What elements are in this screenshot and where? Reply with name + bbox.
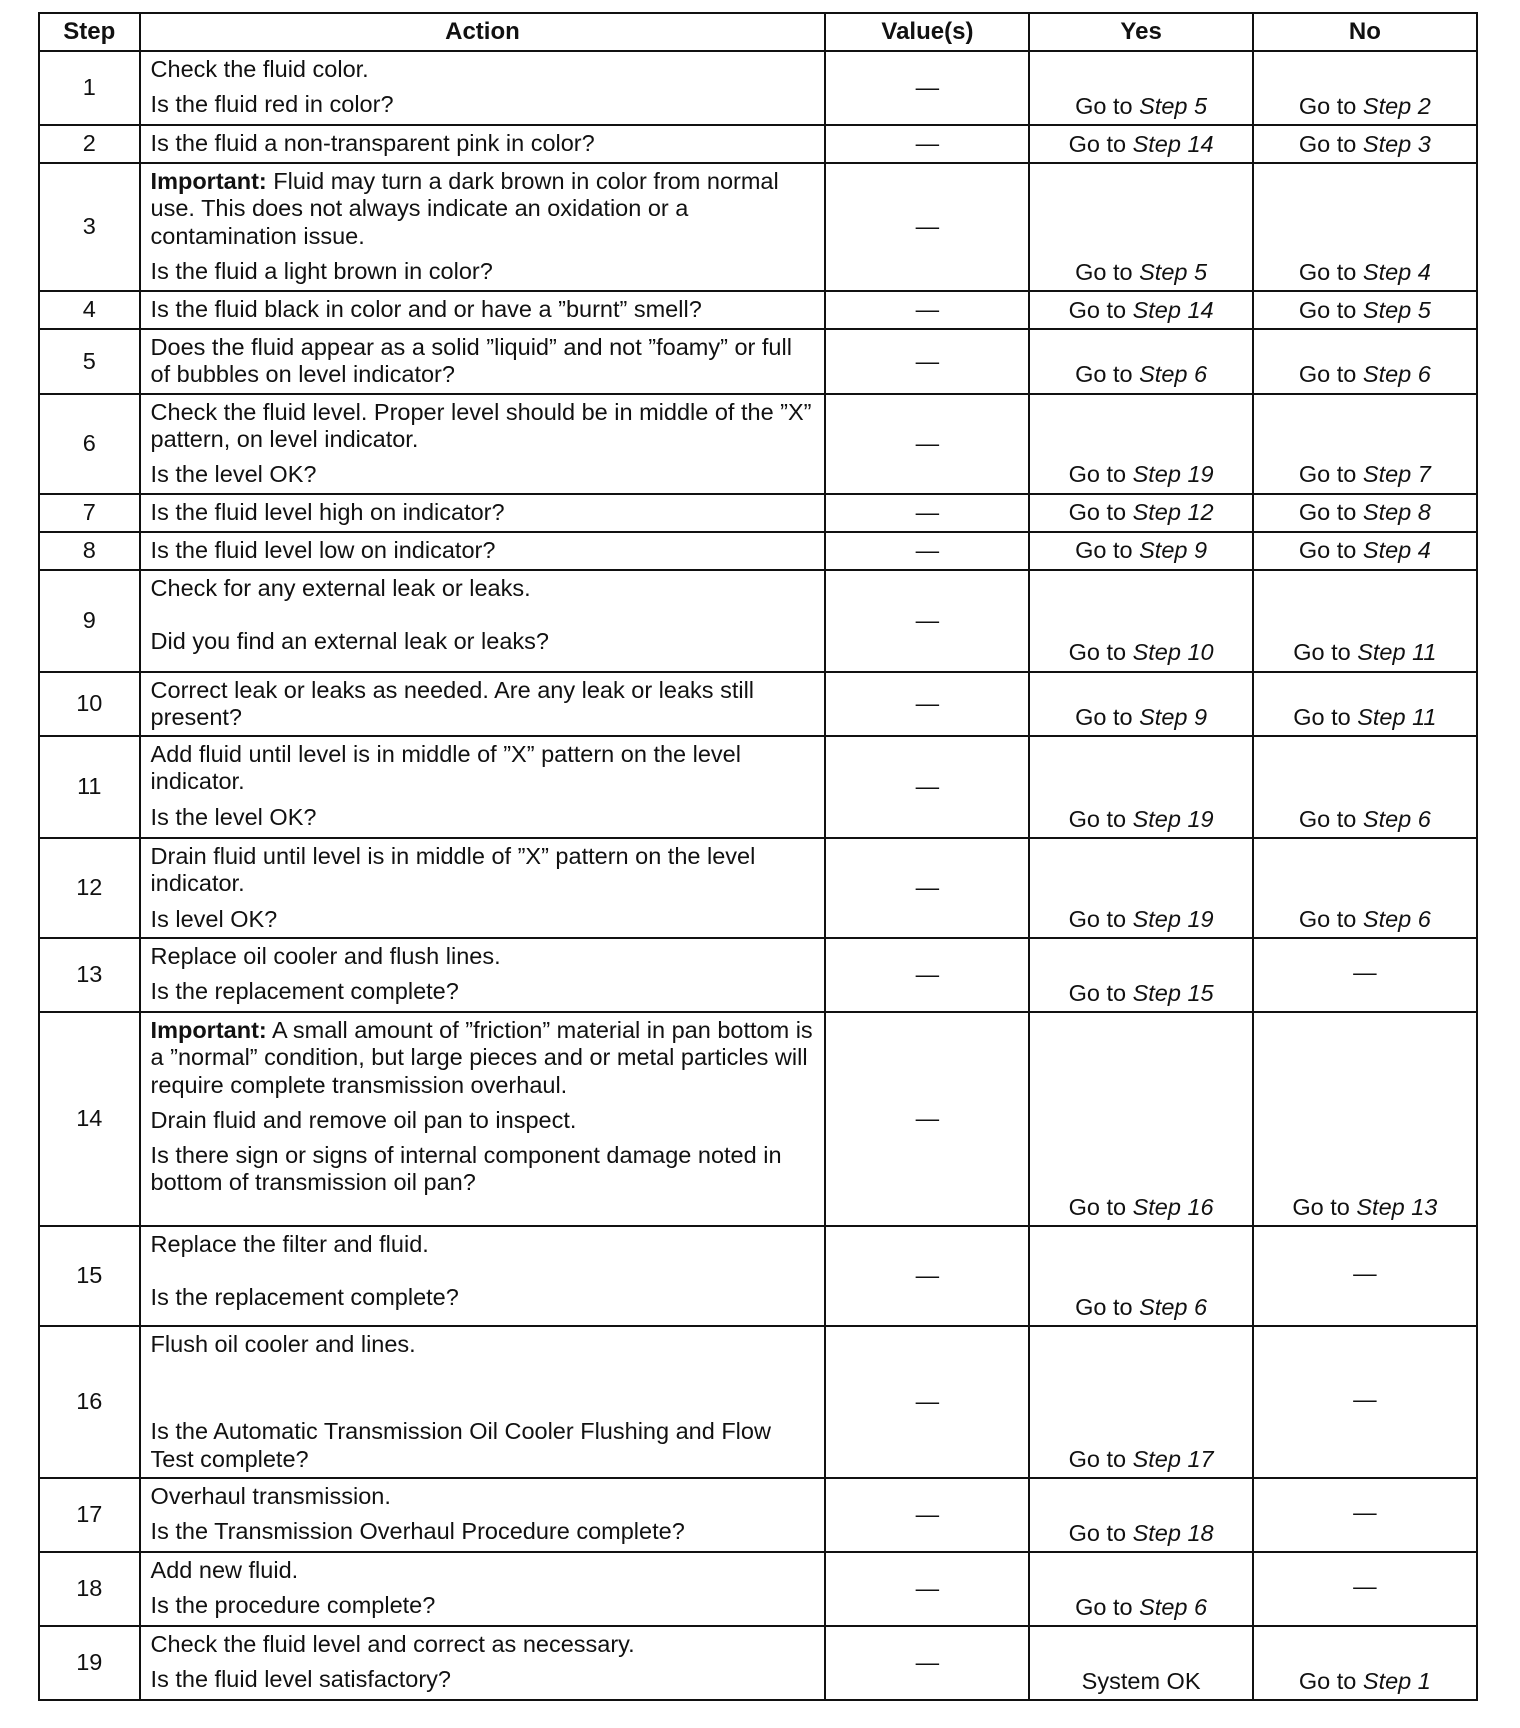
no-cell xyxy=(1253,51,1477,125)
important-note: Important: Fluid may turn a dark brown in color from normal use. This does not always indicate an oxidation or a contamination issue. xyxy=(150,168,779,249)
yes-cell xyxy=(1029,532,1252,570)
header-no: No xyxy=(1253,13,1477,51)
action-cell xyxy=(140,1012,826,1226)
goto-text: Go to xyxy=(1075,361,1133,388)
action-cell xyxy=(140,125,826,163)
step-number: 12 xyxy=(39,838,140,938)
action-text: Is the fluid level high on indicator? xyxy=(150,498,505,525)
goto-text: Go to xyxy=(1298,361,1357,388)
action-question: Is the Automatic Transmission Oil Cooler Flushing and Flow Test complete? xyxy=(150,1418,771,1472)
yes-cell xyxy=(1029,125,1252,163)
step-ref: Step 13 xyxy=(1356,1193,1438,1220)
table-row xyxy=(39,1012,1477,1226)
goto-text: Go to xyxy=(1075,537,1133,564)
table-row xyxy=(39,1226,1477,1326)
no-cell xyxy=(1253,570,1477,672)
action-cell xyxy=(140,394,826,494)
action-question: Is the level OK? xyxy=(150,461,317,487)
goto-text: Go to xyxy=(1075,703,1133,730)
table-row xyxy=(39,938,1477,1012)
step-ref: Step 5 xyxy=(1139,92,1208,119)
step-ref: Step 6 xyxy=(1139,361,1208,388)
important-label: Important: xyxy=(150,168,267,194)
no-cell: — xyxy=(1253,1326,1477,1478)
action-question: Is the Transmission Overhaul Procedure complete? xyxy=(150,1518,685,1545)
no-cell xyxy=(1253,329,1477,394)
table-row xyxy=(39,570,1477,672)
action-text: Overhaul transmission. xyxy=(150,1483,391,1509)
action-question: Is the replacement complete? xyxy=(150,1284,459,1311)
table-row xyxy=(39,51,1477,125)
step-ref: Step 12 xyxy=(1132,499,1214,526)
action-cell xyxy=(140,163,826,291)
yes-cell xyxy=(1029,163,1252,291)
step-ref: Step 3 xyxy=(1362,130,1431,157)
table-row xyxy=(39,838,1477,938)
action-cell xyxy=(140,51,826,125)
value-cell: — xyxy=(825,570,1029,672)
action-question: Is the replacement complete? xyxy=(150,978,459,1005)
goto-text: Go to xyxy=(1068,805,1127,832)
goto-text: Go to xyxy=(1298,1667,1357,1694)
yes-cell xyxy=(1029,736,1252,838)
goto-text: Go to xyxy=(1298,92,1357,119)
goto-text: Go to xyxy=(1075,1293,1133,1320)
step-number: 9 xyxy=(39,570,140,672)
important-note: Important: A small amount of ”friction” material in pan bottom is a ”normal” condition, but large pieces and or metal particles will require complete transmission overhaul. xyxy=(150,1017,813,1098)
important-label: Important: xyxy=(150,1017,267,1043)
action-cell xyxy=(140,291,826,329)
action-cell xyxy=(140,329,826,394)
header-yes: Yes xyxy=(1029,13,1252,51)
goto-text: Go to xyxy=(1298,805,1357,832)
action-text: Add fluid until level is in middle of ”X” pattern on the level indicator. xyxy=(150,741,741,795)
no-cell: — xyxy=(1253,1552,1477,1626)
action-text: Is the fluid black in color and or have a ”burnt” smell? xyxy=(150,296,702,322)
step-ref: Step 5 xyxy=(1139,258,1208,285)
value-cell: — xyxy=(825,1226,1029,1326)
step-number: 5 xyxy=(39,329,140,394)
goto-text: Go to xyxy=(1068,499,1127,526)
no-cell xyxy=(1253,672,1477,737)
step-number: 17 xyxy=(39,1478,140,1552)
step-number: 8 xyxy=(39,532,140,570)
goto-text: Go to xyxy=(1068,461,1127,488)
action-cell xyxy=(140,736,826,838)
table-row xyxy=(39,532,1477,570)
goto-text: Go to xyxy=(1075,92,1133,119)
action-text: Is the fluid level low on indicator? xyxy=(150,536,496,563)
table-row xyxy=(39,125,1477,163)
step-ref: Step 4 xyxy=(1362,258,1431,285)
step-ref: Step 6 xyxy=(1139,1293,1208,1320)
goto-text: Go to xyxy=(1068,1445,1127,1472)
no-cell xyxy=(1253,394,1477,494)
value-cell: — xyxy=(825,1478,1029,1552)
goto-text: Go to xyxy=(1298,537,1357,564)
step-number: 6 xyxy=(39,394,140,494)
yes-cell xyxy=(1029,1326,1252,1478)
action-cell xyxy=(140,532,826,570)
table-row xyxy=(39,672,1477,737)
goto-text: Go to xyxy=(1298,499,1357,526)
table-row xyxy=(39,394,1477,494)
step-ref: Step 6 xyxy=(1139,1593,1208,1620)
step-number: 16 xyxy=(39,1326,140,1478)
value-cell: — xyxy=(825,672,1029,737)
value-cell: — xyxy=(825,125,1029,163)
goto-text: Go to xyxy=(1298,296,1357,323)
table-row xyxy=(39,329,1477,394)
step-ref: Step 4 xyxy=(1362,537,1431,564)
step-ref: Step 19 xyxy=(1132,461,1214,488)
yes-cell xyxy=(1029,394,1252,494)
yes-cell xyxy=(1029,329,1252,394)
action-question: Is the fluid red in color? xyxy=(150,91,394,118)
value-cell: — xyxy=(825,532,1029,570)
yes-cell xyxy=(1029,1226,1252,1326)
no-cell xyxy=(1253,494,1477,532)
no-cell: — xyxy=(1253,1226,1477,1326)
value-cell: — xyxy=(825,1326,1029,1478)
yes-cell xyxy=(1029,938,1252,1012)
goto-text: Go to xyxy=(1068,1193,1127,1220)
action-text: Add new fluid. xyxy=(150,1557,299,1583)
no-cell xyxy=(1253,838,1477,938)
step-number: 2 xyxy=(39,125,140,163)
step-ref: Step 17 xyxy=(1132,1445,1214,1472)
action-question: Did you find an external leak or leaks? xyxy=(150,627,549,654)
step-ref: Step 11 xyxy=(1357,639,1437,666)
table-row xyxy=(39,494,1477,532)
step-ref: Step 18 xyxy=(1132,1519,1214,1546)
value-cell: — xyxy=(825,163,1029,291)
step-ref: Step 9 xyxy=(1139,703,1208,730)
goto-text: Go to xyxy=(1068,296,1127,323)
action-question: Is there sign or signs of internal component damage noted in bottom of transmission oil pan? xyxy=(150,1142,782,1196)
action-cell xyxy=(140,938,826,1012)
step-number: 18 xyxy=(39,1552,140,1626)
step-ref: Step 6 xyxy=(1362,905,1431,932)
no-cell: — xyxy=(1253,1478,1477,1552)
table-row xyxy=(39,1626,1477,1700)
table-row xyxy=(39,1552,1477,1626)
step-number: 4 xyxy=(39,291,140,329)
step-ref: Step 10 xyxy=(1132,639,1214,666)
step-ref: Step 9 xyxy=(1139,537,1208,564)
action-cell xyxy=(140,1326,826,1478)
step-number: 1 xyxy=(39,51,140,125)
action-text: Drain fluid and remove oil pan to inspect. xyxy=(150,1106,577,1133)
value-cell: — xyxy=(825,938,1029,1012)
no-cell xyxy=(1253,736,1477,838)
action-text: Correct leak or leaks as needed. Are any leak or leaks still present? xyxy=(150,676,755,730)
value-cell: — xyxy=(825,51,1029,125)
header-values: Value(s) xyxy=(825,13,1029,51)
no-cell xyxy=(1253,1012,1477,1226)
action-question: Is the fluid level satisfactory? xyxy=(150,1666,451,1693)
yes-cell xyxy=(1029,291,1252,329)
action-question: Is the procedure complete? xyxy=(150,1592,436,1619)
yes-cell xyxy=(1029,494,1252,532)
yes-cell xyxy=(1029,570,1252,672)
step-ref: Step 19 xyxy=(1132,905,1214,932)
value-cell: — xyxy=(825,291,1029,329)
step-ref: Step 1 xyxy=(1362,1667,1431,1694)
value-cell: — xyxy=(825,329,1029,394)
step-number: 14 xyxy=(39,1012,140,1226)
table-row xyxy=(39,736,1477,838)
table-row xyxy=(39,1326,1477,1478)
action-cell xyxy=(140,494,826,532)
action-text: Replace the filter and fluid. xyxy=(150,1231,429,1257)
table-row xyxy=(39,163,1477,291)
action-cell xyxy=(140,570,826,672)
action-text: Check the fluid level and correct as necessary. xyxy=(150,1631,635,1657)
table-row xyxy=(39,1478,1477,1552)
no-cell xyxy=(1253,1626,1477,1700)
value-cell: — xyxy=(825,736,1029,838)
action-text: Replace oil cooler and flush lines. xyxy=(150,943,501,969)
goto-text: Go to xyxy=(1068,979,1127,1006)
yes-cell xyxy=(1029,1012,1252,1226)
action-cell xyxy=(140,1478,826,1552)
step-ref: Step 16 xyxy=(1132,1193,1214,1220)
step-ref: Step 6 xyxy=(1362,805,1431,832)
goto-text: Go to xyxy=(1068,130,1127,157)
goto-text: Go to xyxy=(1298,905,1357,932)
value-cell: — xyxy=(825,494,1029,532)
goto-text: Go to xyxy=(1068,1519,1127,1546)
goto-text: Go to xyxy=(1075,258,1133,285)
yes-cell: System OK xyxy=(1029,1626,1252,1700)
action-text: Check for any external leak or leaks. xyxy=(150,574,531,601)
value-cell: — xyxy=(825,1552,1029,1626)
action-text: Does the fluid appear as a solid ”liquid” and not ”foamy” or full of bubbles on level indicator? xyxy=(150,334,792,388)
goto-text: Go to xyxy=(1292,1193,1350,1220)
header-row xyxy=(39,13,1477,51)
step-ref: Step 5 xyxy=(1362,296,1431,323)
step-ref: Step 6 xyxy=(1362,361,1431,388)
no-cell xyxy=(1253,125,1477,163)
step-ref: Step 7 xyxy=(1362,461,1431,488)
yes-cell xyxy=(1029,672,1252,737)
step-ref: Step 14 xyxy=(1132,296,1214,323)
action-cell xyxy=(140,1552,826,1626)
step-number: 15 xyxy=(39,1226,140,1326)
value-cell: — xyxy=(825,394,1029,494)
value-cell: — xyxy=(825,1012,1029,1226)
goto-text: Go to xyxy=(1298,461,1357,488)
step-number: 11 xyxy=(39,736,140,838)
action-text: Is the fluid a non-transparent pink in color? xyxy=(150,130,595,156)
no-cell xyxy=(1253,163,1477,291)
action-question: Is the level OK? xyxy=(150,803,317,830)
diagnostic-table xyxy=(38,12,1478,1701)
table-row xyxy=(39,291,1477,329)
step-number: 19 xyxy=(39,1626,140,1700)
no-cell: — xyxy=(1253,938,1477,1012)
action-cell xyxy=(140,672,826,737)
header-action: Action xyxy=(140,13,826,51)
yes-cell xyxy=(1029,838,1252,938)
goto-text: Go to xyxy=(1293,639,1351,666)
goto-text: Go to xyxy=(1298,258,1357,285)
step-ref: Step 11 xyxy=(1357,703,1437,730)
goto-text: Go to xyxy=(1068,639,1127,666)
goto-text: Go to xyxy=(1298,130,1357,157)
step-number: 7 xyxy=(39,494,140,532)
step-number: 13 xyxy=(39,938,140,1012)
step-ref: Step 2 xyxy=(1362,92,1431,119)
step-number: 10 xyxy=(39,672,140,737)
action-cell xyxy=(140,838,826,938)
action-text: Check the fluid color. xyxy=(150,56,369,82)
action-text: Check the fluid level. Proper level should be in middle of the ”X” pattern, on level indicator. xyxy=(150,398,812,452)
goto-text: Go to xyxy=(1293,703,1351,730)
step-ref: Step 8 xyxy=(1362,499,1431,526)
yes-cell xyxy=(1029,1478,1252,1552)
no-cell xyxy=(1253,291,1477,329)
action-cell xyxy=(140,1226,826,1326)
step-ref: Step 15 xyxy=(1132,979,1214,1006)
goto-text: Go to xyxy=(1075,1593,1133,1620)
value-cell: — xyxy=(825,1626,1029,1700)
yes-cell xyxy=(1029,1552,1252,1626)
header-step: Step xyxy=(39,13,140,51)
step-number: 3 xyxy=(39,163,140,291)
no-cell xyxy=(1253,532,1477,570)
yes-cell xyxy=(1029,51,1252,125)
action-question: Is the fluid a light brown in color? xyxy=(150,257,493,284)
action-question: Is level OK? xyxy=(150,905,278,932)
step-ref: Step 19 xyxy=(1132,805,1214,832)
action-cell xyxy=(140,1626,826,1700)
action-text: Drain fluid until level is in middle of ”X” pattern on the level indicator. xyxy=(150,843,756,897)
step-ref: Step 14 xyxy=(1132,130,1214,157)
value-cell: — xyxy=(825,838,1029,938)
goto-text: Go to xyxy=(1068,905,1127,932)
action-text: Flush oil cooler and lines. xyxy=(150,1331,416,1357)
